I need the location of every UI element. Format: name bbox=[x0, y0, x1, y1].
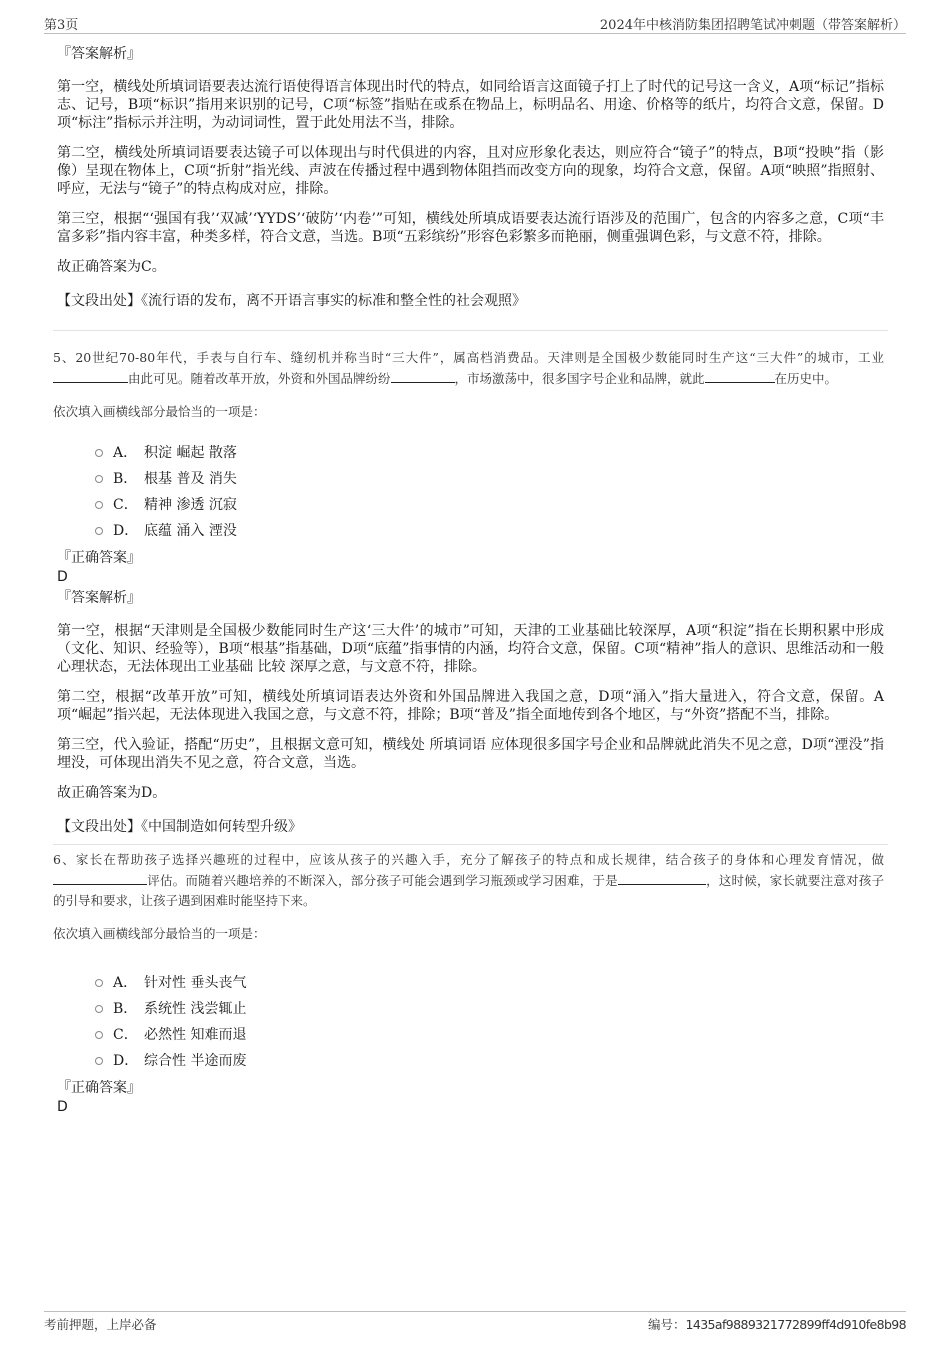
option-letter: C． bbox=[113, 497, 138, 513]
page-footer bbox=[44, 1311, 906, 1336]
prev-question-analysis bbox=[57, 44, 884, 310]
analysis-paragraph: 第二空，根据“改革开放”可知，横线处所填词语表达外资和外国品牌进入我国之意，D项“涌入”指大量进入，符合文意，保留。A项“崛起”指兴起，无法体现进入我国之意，与文意不符，排除；B项“普及”指全面地传到各个地区，与“外资”搭配不当，排除。 bbox=[57, 689, 884, 723]
option-letter: A． bbox=[113, 975, 138, 991]
footer-slogan: 考前押题，上岸必备 bbox=[44, 1317, 157, 1332]
serial-value: 1435af9889321772899ff4d910fe8b98 bbox=[685, 1317, 906, 1332]
correct-answer-tag: 『正确答案』 bbox=[57, 1080, 141, 1096]
analysis-tag: 『答案解析』 bbox=[57, 590, 141, 606]
option-letter: B． bbox=[113, 471, 138, 487]
analysis-conclusion: 故正确答案为C。 bbox=[57, 259, 166, 275]
question-text: ，这时候，家长就要注意对孩子的引导和要求，让孩子遇到困难时能坚持下来。 bbox=[53, 873, 884, 908]
option-letter: C． bbox=[113, 1027, 138, 1043]
question-divider bbox=[53, 844, 888, 845]
radio-button-icon[interactable] bbox=[95, 527, 103, 535]
fill-blank bbox=[391, 368, 455, 383]
page-number: 第3页 bbox=[44, 18, 79, 33]
option-letter: D． bbox=[113, 1053, 139, 1069]
passage-source: 【文段出处】《流行语的发布，离不开语言事实的标准和整全性的社会观照》 bbox=[57, 293, 526, 309]
fill-blank bbox=[618, 870, 706, 885]
radio-button-icon[interactable] bbox=[95, 1031, 103, 1039]
option-list bbox=[95, 439, 884, 543]
option-text: 底蕴 涌入 湮没 bbox=[144, 523, 237, 539]
serial-label: 编号： bbox=[647, 1317, 686, 1332]
analysis-conclusion: 故正确答案为D。 bbox=[57, 785, 167, 801]
option-text: 系统性 浅尝辄止 bbox=[144, 1001, 247, 1017]
fill-blank bbox=[53, 368, 128, 383]
question-instruction: 依次填入画横线部分最恰当的一项是： bbox=[53, 926, 266, 941]
question-text: ，市场激荡中，很多国字号企业和品牌，就此 bbox=[454, 371, 705, 386]
radio-button-icon[interactable] bbox=[95, 475, 103, 483]
fill-blank bbox=[53, 870, 147, 885]
question-5 bbox=[53, 348, 884, 836]
option-text: 综合性 半途而废 bbox=[144, 1053, 247, 1069]
question-instruction: 依次填入画横线部分最恰当的一项是： bbox=[53, 404, 266, 419]
option-b[interactable] bbox=[95, 465, 884, 491]
question-text: 5、20世纪70-80年代，手表与自行车、缝纫机并称当时“三大件”，属高档消费品。天津则是全国极少数能同时生产这“三大件”的城市，工业 bbox=[53, 350, 884, 365]
option-text: 针对性 垂头丧气 bbox=[144, 975, 247, 991]
question-stem bbox=[53, 348, 884, 389]
option-text: 积淀 崛起 散落 bbox=[144, 445, 237, 461]
analysis-paragraph: 第三空，代入验证，搭配“历史”，且根据文意可知，横线处 所填词语 应体现很多国字号企业和品牌就此消失不见之意，D项“湮没”指埋没，可体现出消失不见之意，符合文意，当选。 bbox=[57, 737, 884, 771]
question-6 bbox=[53, 850, 884, 1116]
page-content bbox=[53, 44, 884, 1116]
page-header bbox=[44, 13, 906, 34]
correct-answer: D bbox=[57, 1099, 68, 1115]
option-b[interactable] bbox=[95, 995, 884, 1021]
question-text: 由此可见。随着改革开放，外资和外国品牌纷纷 bbox=[128, 371, 391, 386]
question-stem bbox=[53, 850, 884, 911]
option-letter: B． bbox=[113, 1001, 138, 1017]
analysis-paragraph: 第一空，根据“天津则是全国极少数能同时生产这‘三大件’的城市”可知，天津的工业基础比较深厚，A项“积淀”指在长期积累中形成（文化、知识、经验等），B项“根基”指基础，D项“底蕴”指事情的内涵，均符合文意，保留。C项“精神”指人的意识、思维活动和一般心理状态，无法体现出工业基础 比较 深厚之意，与文意不符，排除。 bbox=[57, 623, 884, 675]
option-a[interactable] bbox=[95, 969, 884, 995]
analysis-paragraph: 第三空，根据“‘强国有我’‘双减’‘YYDS’‘破防’‘内卷’”可知，横线处所填成语要表达流行语涉及的范围广，包含的内容多之意，C项“丰富多彩”指内容丰富，种类多样，符合文意，当选。B项“五彩缤纷”形容色彩繁多而艳丽，侧重强调色彩，与文意不符，排除。 bbox=[57, 211, 884, 245]
option-text: 根基 普及 消失 bbox=[144, 471, 237, 487]
passage-source: 【文段出处】《中国制造如何转型升级》 bbox=[57, 819, 302, 835]
option-d[interactable] bbox=[95, 1047, 884, 1073]
fill-blank bbox=[705, 368, 775, 383]
analysis-tag: 『答案解析』 bbox=[57, 46, 141, 62]
radio-button-icon[interactable] bbox=[95, 501, 103, 509]
option-text: 必然性 知难而退 bbox=[144, 1027, 247, 1043]
option-a[interactable] bbox=[95, 439, 884, 465]
question-text: 在历史中。 bbox=[774, 371, 838, 386]
radio-button-icon[interactable] bbox=[95, 979, 103, 987]
serial-number bbox=[648, 1315, 906, 1333]
document-title: 2024年中核消防集团招聘笔试冲刺题（带答案解析） bbox=[599, 18, 906, 33]
question-divider bbox=[53, 330, 888, 331]
option-d[interactable] bbox=[95, 517, 884, 543]
question-text: 评估。而随着兴趣培养的不断深入，部分孩子可能会遇到学习瓶颈或学习困难，于是 bbox=[147, 873, 618, 888]
option-c[interactable] bbox=[95, 491, 884, 517]
radio-button-icon[interactable] bbox=[95, 1005, 103, 1013]
question-text: 6、家长在帮助孩子选择兴趣班的过程中，应该从孩子的兴趣入手，充分了解孩子的特点和成长规律，结合孩子的身体和心理发育情况，做 bbox=[53, 852, 884, 867]
option-letter: A． bbox=[113, 445, 138, 461]
option-list bbox=[95, 969, 884, 1073]
option-text: 精神 渗透 沉寂 bbox=[144, 497, 237, 513]
radio-button-icon[interactable] bbox=[95, 449, 103, 457]
correct-answer: D bbox=[57, 569, 68, 585]
correct-answer-tag: 『正确答案』 bbox=[57, 550, 141, 566]
analysis-paragraph: 第一空，横线处所填词语要表达流行语使得语言体现出时代的特点，如同给语言这面镜子打上了时代的记号这一含义，A项“标记”指标志、记号，B项“标识”指用来识别的记号，C项“标签”指贴在或系在物品上，标明品名、用途、价格等的纸片，均符合文意，保留。D项“标注”指标示并注明，为动词词性，置于此处用法不当，排除。 bbox=[57, 79, 884, 131]
radio-button-icon[interactable] bbox=[95, 1057, 103, 1065]
option-c[interactable] bbox=[95, 1021, 884, 1047]
analysis-paragraph: 第二空，横线处所填词语要表达镜子可以体现出与时代俱进的内容，且对应形象化表达，则应符合“镜子”的特点，B项“投映”指（影像）呈现在物体上，C项“折射”指光线、声波在传播过程中遇到物体阻挡而改变方向的现象，均符合文意，保留。A项“映照”指照射、呼应，无法与“镜子”的特点构成对应，排除。 bbox=[57, 145, 884, 197]
option-letter: D． bbox=[113, 523, 139, 539]
